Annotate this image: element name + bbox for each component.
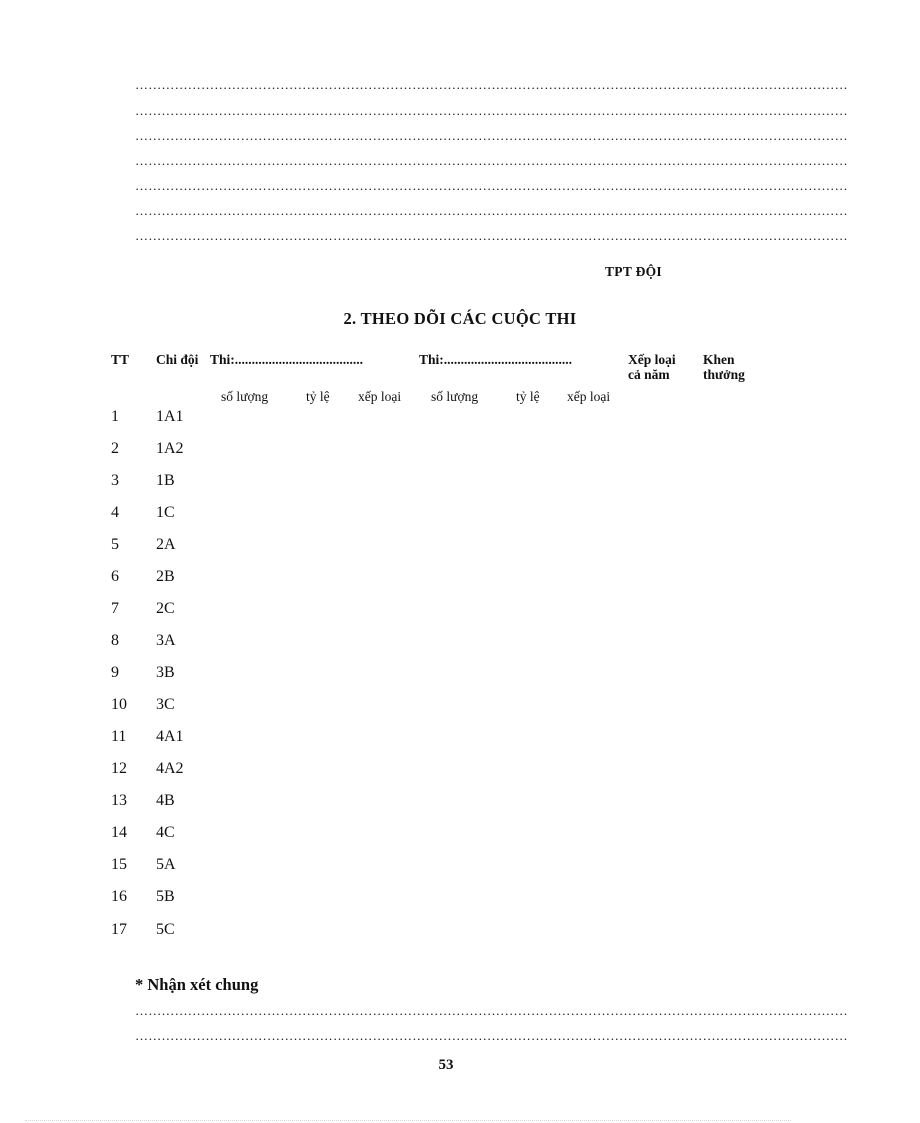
dotted-line: ……………………………………………………………………………………………………………………………………………… (135, 128, 848, 143)
signature-label: TPT ĐỘI (605, 264, 662, 279)
dotted-line: ……………………………………………………………………………………………………………………………………………… (135, 1003, 848, 1018)
table-row (0, 824, 816, 856)
table-row (0, 696, 816, 728)
subheader-quantity-2: số lượng (431, 389, 479, 404)
table-row (0, 472, 816, 504)
header-contest-2: Thi:...................................... (419, 352, 573, 367)
dotted-line: ……………………………………………………………………………………………………………………………………………… (135, 1028, 848, 1043)
table-row (0, 921, 816, 953)
table-row (0, 504, 816, 536)
table-row (0, 536, 816, 568)
subheader-quantity-1: số lượng (221, 389, 269, 404)
row-class: 5C (156, 921, 175, 938)
row-class: 5B (156, 888, 175, 905)
header-reward-line1: Khen (703, 352, 735, 367)
row-class: 2B (156, 568, 175, 585)
subheader-rank-1: xếp loại (358, 389, 402, 404)
table-row (0, 856, 816, 888)
row-tt: 1 (111, 408, 119, 425)
table-row (0, 728, 816, 760)
table-row (0, 600, 816, 632)
table-row (0, 632, 816, 664)
table-row (0, 888, 816, 920)
dotted-line: ……………………………………………………………………………………………………………………………………………… (135, 77, 848, 92)
dotted-line: ……………………………………………………………………………………………………………………………………………… (135, 178, 848, 193)
row-tt: 12 (111, 760, 127, 777)
row-tt: 6 (111, 568, 119, 585)
section-title: 2. THEO DÕI CÁC CUỘC THI (343, 309, 577, 328)
header-year-rank (628, 352, 676, 382)
row-class: 4B (156, 792, 175, 809)
row-class: 4C (156, 824, 175, 841)
header-class: Chi đội (156, 352, 199, 367)
row-class: 1A2 (156, 440, 184, 457)
table-row (0, 760, 816, 792)
row-class: 3B (156, 664, 175, 681)
table-row (0, 408, 816, 440)
row-tt: 16 (111, 888, 127, 905)
row-class: 1A1 (156, 408, 184, 425)
dotted-line: ……………………………………………………………………………………………………………………………………………… (135, 103, 848, 118)
row-class: 3C (156, 696, 175, 713)
row-class: 1C (156, 504, 175, 521)
row-tt: 7 (111, 600, 119, 617)
header-year-rank-line2: cả năm (628, 367, 670, 382)
row-class: 5A (156, 856, 176, 873)
row-class: 2A (156, 536, 176, 553)
row-tt: 15 (111, 856, 127, 873)
subheader-rank-2: xếp loại (567, 389, 611, 404)
row-class: 1B (156, 472, 175, 489)
header-contest-1: Thi:...................................... (210, 352, 364, 367)
row-tt: 17 (111, 921, 127, 938)
dotted-line: ……………………………………………………………………………………………………………………………………………… (135, 203, 848, 218)
row-tt: 11 (111, 728, 127, 745)
row-tt: 2 (111, 440, 119, 457)
dotted-line: ……………………………………………………………………………………………………………………………………………… (135, 153, 848, 168)
page-edge-divider (25, 1120, 791, 1121)
row-tt: 14 (111, 824, 127, 841)
header-tt: TT (111, 352, 130, 367)
table-row (0, 664, 816, 696)
header-reward (703, 352, 745, 382)
subheader-ratio-2: tỷ lệ (516, 389, 540, 404)
table-row (0, 568, 816, 600)
dotted-line: ……………………………………………………………………………………………………………………………………………… (135, 228, 848, 243)
row-class: 3A (156, 632, 176, 649)
row-tt: 3 (111, 472, 119, 489)
row-class: 4A1 (156, 728, 184, 745)
row-tt: 5 (111, 536, 119, 553)
page-number: 53 (438, 1057, 454, 1073)
row-class: 2C (156, 600, 175, 617)
row-tt: 4 (111, 504, 119, 521)
row-class: 4A2 (156, 760, 184, 777)
row-tt: 13 (111, 792, 127, 809)
row-tt: 8 (111, 632, 119, 649)
row-tt: 10 (111, 696, 127, 713)
table-row (0, 440, 816, 472)
header-year-rank-line1: Xếp loại (628, 352, 676, 367)
subheader-ratio-1: tỷ lệ (306, 389, 330, 404)
table-row (0, 792, 816, 824)
header-reward-line2: thưởng (703, 367, 745, 382)
row-tt: 9 (111, 664, 119, 681)
remark-heading: * Nhận xét chung (135, 975, 259, 994)
